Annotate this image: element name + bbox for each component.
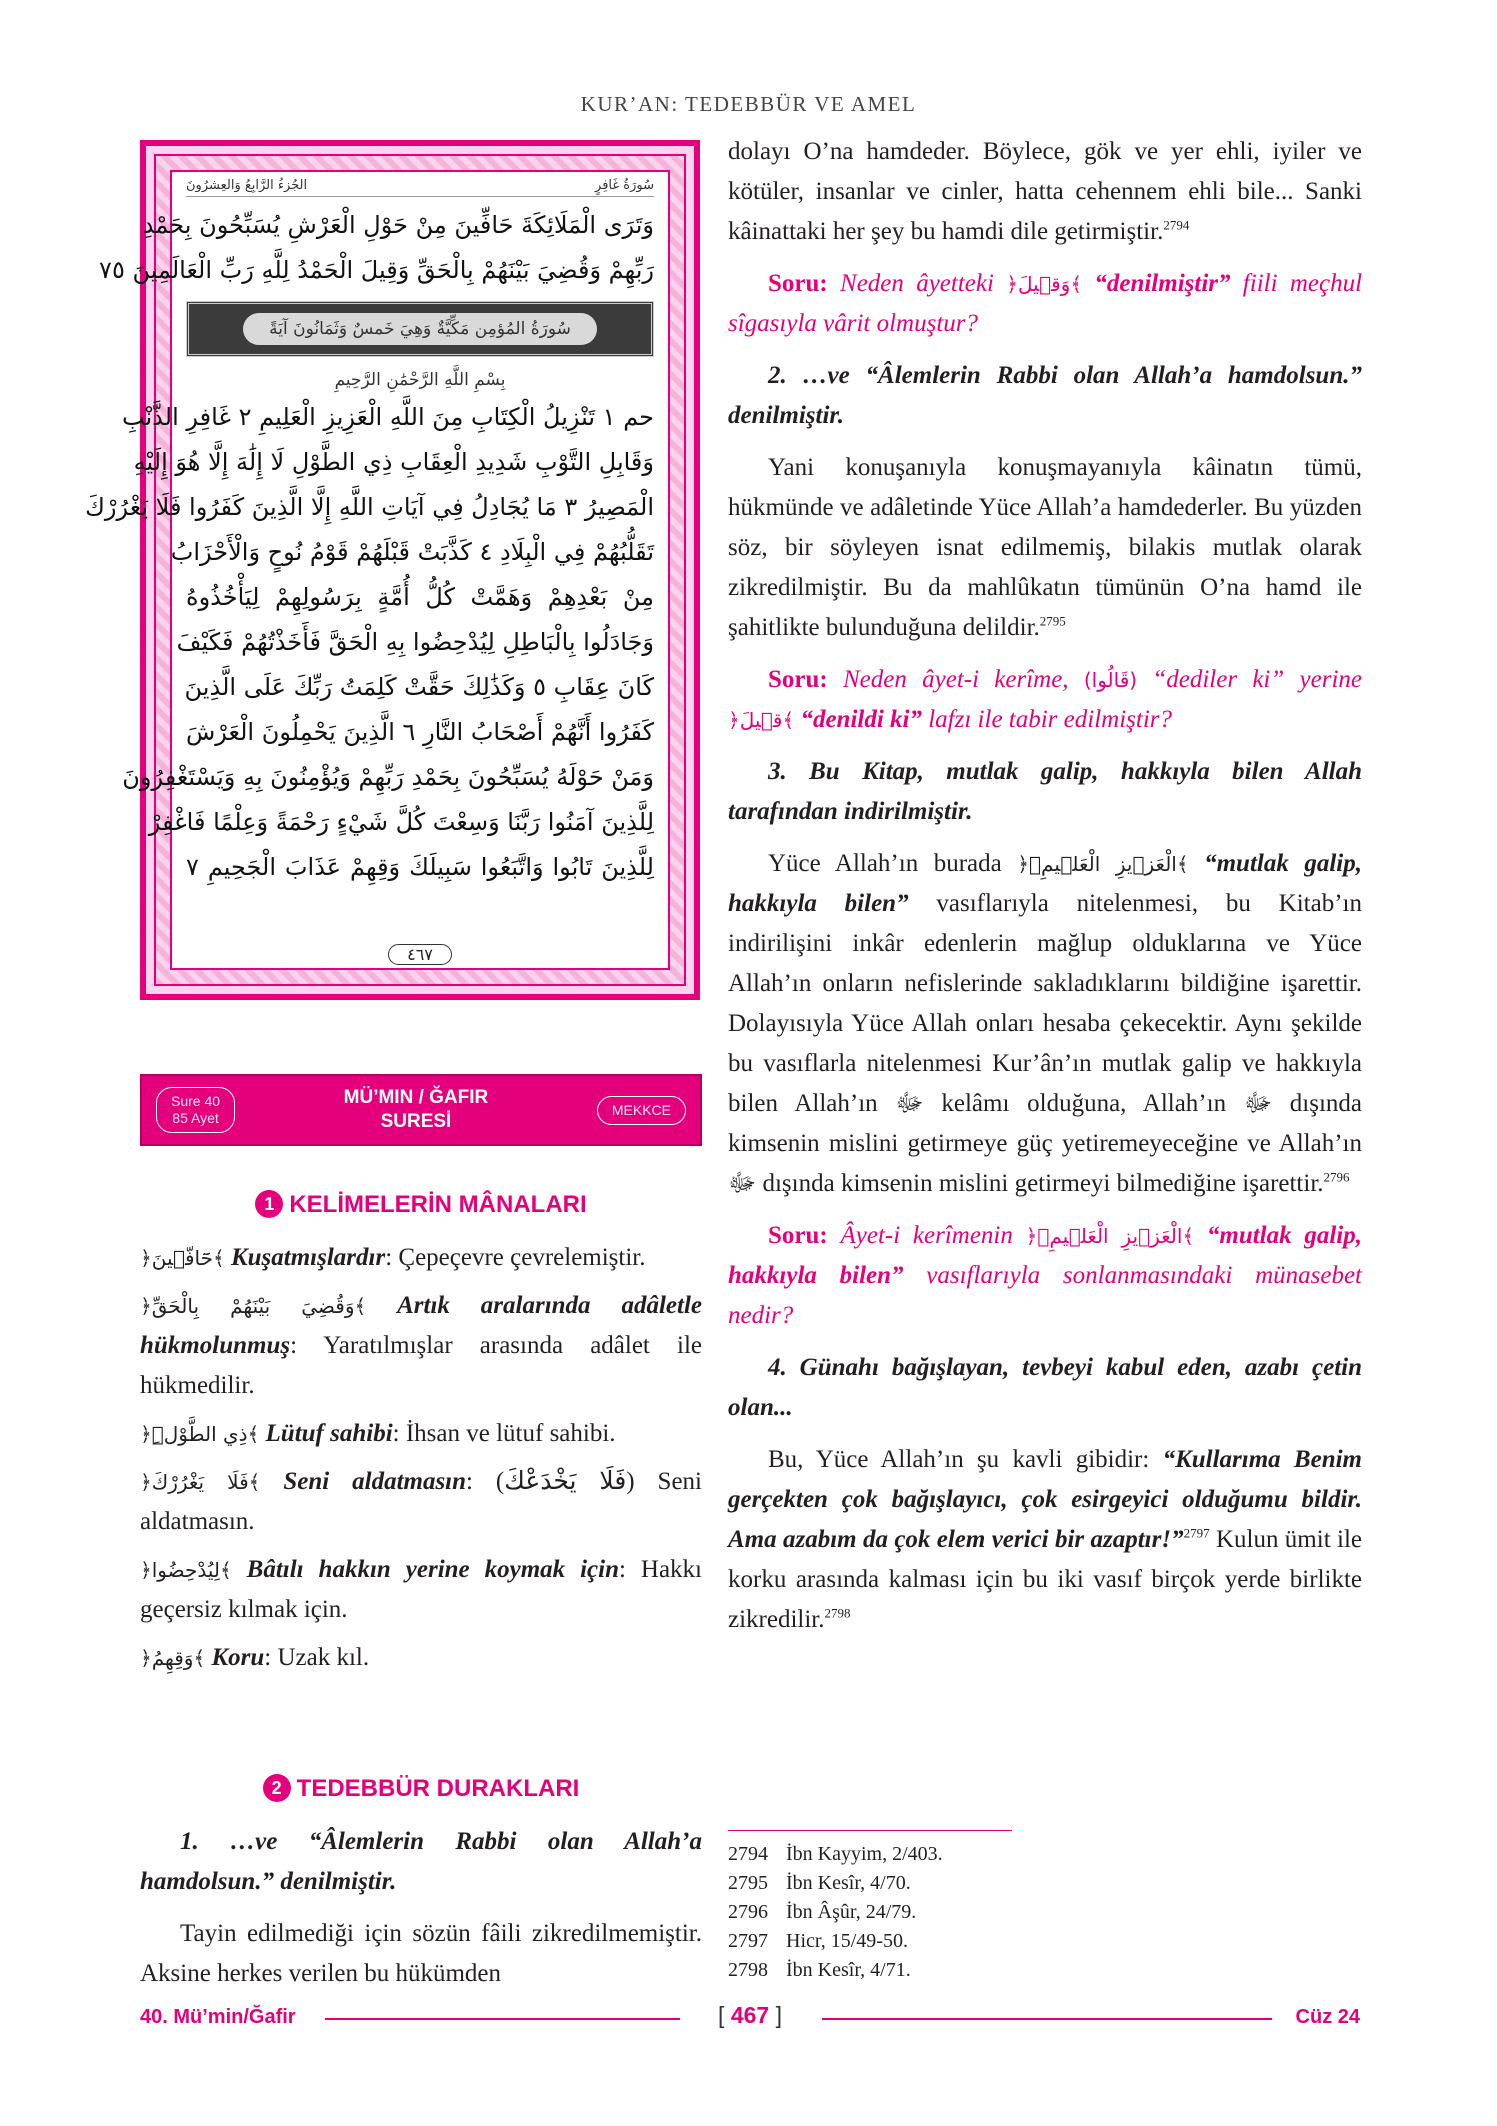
vocab-arabic: ﴿لِيُدْحِضُوا﴾ <box>140 1558 232 1582</box>
mushaf-line: وَقَابِلِ التَّوْبِ شَدِيدِ الْعِقَابِ ذِي الطَّوْلِ لَا إِلَٰهَ إِلَّا هُوَ إِلَيْهِ <box>133 448 654 476</box>
mushaf-line: لِلَّذِينَ آمَنُوا رَبَّنَا وَسِعْتَ كُلَّ شَيْءٍ رَحْمَةً وَعِلْمًا فَاغْفِرْ <box>148 808 654 836</box>
paragraph-text: Kulun ümit ile korku arasında kalması için bu iki vasıf birçok yerde birlikte zikredilir. <box>728 1526 1362 1633</box>
vocab-term: Lütuf sahibi <box>265 1420 393 1447</box>
section-number-badge: 1 <box>255 1190 283 1218</box>
sure-name <box>344 1086 489 1134</box>
vocab-definition: : İhsan ve lütuf sahibi. <box>392 1420 616 1447</box>
vocab-term: Artık aralarında adâletle hükmolunmuş <box>140 1292 702 1359</box>
vocab-arabic: ﴿ذِي الطَّوْلِۜ﴾ <box>140 1422 260 1446</box>
bracket-right: ] <box>775 2002 782 2028</box>
vocab-arabic: ﴿وَقُضِيَ بَيْنَهُمْ بِالْحَقِّ﴾ <box>140 1294 367 1318</box>
quote-text: “Kullarıma Benim gerçekten çok bağışlayıcı, çok esirgeyici olduğumu bildir. Ama azabım da çok elem verici bir azaptır!” <box>728 1446 1362 1553</box>
sure-name-line2: SURESİ <box>380 1111 452 1132</box>
vocab-arabic: ﴿حَٓافّ۪ينَ﴾ <box>140 1246 225 1270</box>
durak-paragraph: Tayin edilmediği için sözün fâili zikredilmemiştir. Aksine herkes verilen bu hükümden <box>140 1920 702 1987</box>
question-arabic: ﴿ق۪يلَ﴾ <box>728 708 795 732</box>
footer-rule-right <box>822 2018 1272 2020</box>
section-heading-tedebbur <box>140 1774 702 1803</box>
footnote <box>728 1840 943 1869</box>
vocab-item <box>140 1462 702 1542</box>
mushaf-line: تَقَلُّبُهُمْ فِي الْبِلَادِ ٤ كَذَّبَتْ قَبْلَهُمْ قَوْمُ نُوحٍ وَالْأَحْزَابُ <box>170 538 654 566</box>
question <box>728 264 1362 344</box>
question-arabic: ﴿الْعَز۪يزِ الْعَل۪يمِۙ﴾ <box>1025 1224 1195 1248</box>
mushaf-header <box>186 178 654 197</box>
footer-sura-name: 40. Mü’min/Ğafir <box>140 2006 296 2028</box>
mushaf-juz-name: الجُزءُ الرَّابِعُ وَالعِشرُونَ <box>186 178 308 193</box>
question-text: lafzı ile tabir edilmiştir? <box>928 706 1172 733</box>
paragraph-text: vasıflarıyla nitelenmesi, bu Kitab’ın indirilişini inkâr edenlerin mağlup olduklarına ve Yüce Allah’ın onların nefislerinde sakladıklarını bildiğine işarettir. Dolayısıyla Yüce Allah onları hesaba çekecektir. Aynı şekilde bu vasıflarla nitelenmesi Kur’ân’ın mutlak galip ve hakkıyla bilen Allah’ın ﷻ kelâmı olduğuna, Allah’ın ﷻ dışında kimsenin mislini getirmeye güç yetiremeyeceğine ve Allah’ın ﷻ dışında kimsenin mislini getirmeyi bilmediğine işarettir. <box>728 890 1362 1197</box>
vocab-item <box>140 1638 702 1678</box>
mushaf-line: الْمَصِيرُ ٣ مَا يُجَادِلُ فِي آيَاتِ اللَّهِ إِلَّا الَّذِينَ كَفَرُوا فَلَا يَغْرُرْكَ <box>85 493 654 521</box>
footnote-number: 2794 <box>728 1843 768 1865</box>
question-text: vasıflarıyla sonlanmasındaki münasebet nedir? <box>728 1262 1363 1329</box>
durak-heading: 4. Günahı bağışlayan, tevbeyi kabul eden, azabı çetin olan... <box>728 1354 1362 1421</box>
sure-number: Sure 40 <box>171 1093 221 1109</box>
sura-title-banner <box>186 301 654 357</box>
mushaf-line: لِلَّذِينَ تَابُوا وَاتَّبَعُوا سَبِيلَكَ وَقِهِمْ عَذَابَ الْجَحِيمِ ٧ <box>186 853 654 881</box>
ayet-count: 85 Ayet <box>172 1110 219 1126</box>
mushaf-line: رَبِّهِمْ وَقُضِيَ بَيْنَهُمْ بِالْحَقِّ وَقِيلَ الْحَمْدُ لِلَّهِ رَبِّ الْعَالَمِينَ ٧٥ <box>99 256 654 284</box>
paragraph-emphasis: “mutlak galip, hakkıyla bilen” <box>728 850 1362 917</box>
question-label: Soru: <box>768 270 828 297</box>
vocab-item <box>140 1238 702 1278</box>
footnote-ref: 2794 <box>1163 217 1190 233</box>
footer-juz: Cüz 24 <box>1295 2006 1360 2028</box>
mushaf-page-number-text: ٤٦٧ <box>388 944 452 965</box>
paragraph <box>728 844 1362 1204</box>
sure-name-line1: MÜ’MIN / ĞAFIR <box>343 1087 489 1108</box>
revelation-place-badge: MEKKCE <box>597 1096 686 1125</box>
paragraph-text: Yüce Allah’ın burada <box>768 850 1002 877</box>
page-footer <box>140 2002 1360 2032</box>
question <box>728 660 1362 740</box>
mushaf-page-image <box>85 140 700 1000</box>
question-emphasis: “mutlak galip, hakkıyla bilen” <box>728 1222 1362 1289</box>
question-text: Âyet-i kerîmenin <box>840 1222 1013 1249</box>
mushaf-line: كَفَرُوا أَنَّهُمْ أَصْحَابُ النَّارِ ٦ الَّذِينَ يَحْمِلُونَ الْعَرْشَ <box>186 718 654 746</box>
vocab-term: Seni aldatmasın <box>283 1468 467 1495</box>
mushaf-page-number <box>172 945 668 964</box>
footer-page-number <box>140 2002 1360 2029</box>
vocab-list <box>140 1238 702 1686</box>
left-durak <box>140 1822 702 2006</box>
footnote-text: İbn Kesîr, 4/70. <box>786 1872 911 1894</box>
footnote-ref: 2797 <box>1183 1525 1210 1541</box>
section-number-badge: 2 <box>263 1774 291 1802</box>
mushaf-text-area <box>85 170 670 970</box>
vocab-definition: : Uzak kıl. <box>264 1644 370 1671</box>
durak-heading: 3. Bu Kitap, mutlak galip, hakkıyla bilen Allah tarafından indirilmiştir. <box>728 758 1362 825</box>
footnote-text: İbn Kayyim, 2/403. <box>786 1843 943 1865</box>
question-arabic: (قَالُوا) <box>1083 668 1138 692</box>
vocab-item <box>140 1550 702 1630</box>
sure-count-badge <box>156 1087 235 1133</box>
section-title: KELİMELERİN MÂNALARI <box>289 1191 587 1218</box>
vocab-definition: : (فَلَا يَخْدَعْكَ) Seni aldatmasın. <box>140 1468 702 1535</box>
footnote-text: Hicr, 15/49-50. <box>786 1930 908 1952</box>
mushaf-line: وَتَرَى الْمَلَائِكَةَ حَافِّينَ مِنْ حَوْلِ الْعَرْشِ يُسَبِّحُونَ بِحَمْدِ <box>142 211 654 239</box>
section-title: TEDEBBÜR DURAKLARI <box>296 1775 580 1802</box>
question-text: Neden âyet-i kerîme, <box>843 666 1069 693</box>
section-heading-kelimeler <box>140 1190 702 1219</box>
mushaf-line: حم ١ تَنْزِيلُ الْكِتَابِ مِنَ اللَّهِ الْعَزِيزِ الْعَلِيمِ ٢ غَافِرِ الذَّنْبِ <box>121 403 654 431</box>
vocab-item <box>140 1286 702 1406</box>
sure-info-box <box>140 1074 702 1146</box>
vocab-definition: : Yaratılmışlar arasında adâlet ile hükmedilir. <box>140 1332 702 1399</box>
paragraph <box>728 448 1362 648</box>
paragraph-text: Yani konuşanıyla konuşmayanıyla kâinatın tümü, hükmünde ve adâletinde Yüce Allah’a hamdederler. Bu yüzden söz, bir söyleyen isnat edilmemiş, bilakis mutlak olarak zikredilmiştir. Bu da mahlûkatın tümünün O’na hamd ile şahitlikte bulunduğuna delildir. <box>728 454 1362 641</box>
footnote <box>728 1927 943 1956</box>
mushaf-ornamental-border <box>85 154 686 986</box>
footnote <box>728 1898 943 1927</box>
footnote-ref: 2798 <box>824 1605 851 1621</box>
durak-heading: 2. …ve “Âlemlerin Rabbi olan Allah’a hamdolsun.” denilmiştir. <box>728 362 1362 429</box>
paragraph-text: Bu, Yüce Allah’ın şu kavli gibidir: <box>768 1446 1150 1473</box>
footnote-number: 2798 <box>728 1959 768 1981</box>
question-label: Soru: <box>768 666 828 693</box>
sura-title-text: سُورَةُ المُؤمِن مَكِّيَّةٌ وَهِيَ خَمسٌ وَثَمَانُونَ آيَةً <box>243 313 597 345</box>
question-text: fiili meçhul sîgasıyla vârit olmuştur? <box>728 270 1363 337</box>
footnotes <box>728 1840 943 1985</box>
right-column <box>728 132 1362 1652</box>
vocab-term: Bâtılı hakkın yerine koymak için <box>246 1556 619 1583</box>
footnote-ref: 2795 <box>1039 613 1066 629</box>
question-text: “dediler ki” yerine <box>1152 666 1363 693</box>
vocab-definition: : Çepeçevre çevrelemiştir. <box>385 1244 646 1271</box>
vocab-definition: : Hakkı geçersiz kılmak için. <box>140 1556 703 1623</box>
footnote-ref: 2796 <box>1323 1169 1350 1185</box>
footnote-number: 2795 <box>728 1872 768 1894</box>
footnote <box>728 1869 943 1898</box>
question-arabic: ﴿وَق۪يلَ﴾ <box>1006 272 1083 296</box>
question-emphasis: “denildi ki” <box>800 706 922 733</box>
page-number: 467 <box>730 2002 770 2028</box>
mushaf-line: وَمَنْ حَوْلَهُ يُسَبِّحُونَ بِحَمْدِ رَبِّهِمْ وَيُؤْمِنُونَ بِهِ وَيَسْتَغْفِرُونَ <box>122 763 654 791</box>
vocab-term: Koru <box>211 1644 265 1671</box>
question <box>728 1216 1362 1336</box>
paragraph <box>728 132 1362 252</box>
vocab-arabic: ﴿فَلَا يَغْرُرْكَ﴾ <box>140 1470 261 1494</box>
mushaf-line: وَجَادَلُوا بِالْبَاطِلِ لِيُدْحِضُوا بِهِ الْحَقَّ فَأَخَذْتُهُمْ فَكَيْفَ <box>176 628 654 656</box>
mushaf-sura-name: سُورَةُ غَافِرٍ <box>595 178 654 193</box>
mushaf-line: مِنْ بَعْدِهِمْ وَهَمَّتْ كُلُّ أُمَّةٍ بِرَسُولِهِمْ لِيَأْخُذُوهُ <box>186 583 654 611</box>
vocab-item <box>140 1414 702 1454</box>
durak-heading: 1. …ve “Âlemlerin Rabbi olan Allah’a hamdolsun.” denilmiştir. <box>140 1828 702 1895</box>
footnote-text: İbn Âşûr, 24/79. <box>786 1901 917 1923</box>
bracket-left: [ <box>718 2002 725 2028</box>
paragraph-text: dolayı O’na hamdeder. Böylece, gök ve yer ehli, iyiler ve kötüler, insanlar ve cinler, hatta cehennem ehli bile... Sanki kâinattaki her şey bu hamdi dile getirmiştir. <box>728 138 1362 245</box>
basmala: بِسْمِ اللَّهِ الرَّحْمَٰنِ الرَّحِيمِ <box>334 370 506 390</box>
footnote-text: İbn Kesîr, 4/71. <box>786 1959 911 1981</box>
paragraph-arabic: ﴿الْعَز۪يزِ الْعَل۪يمِۙ﴾ <box>1017 852 1189 876</box>
footnote <box>728 1956 943 1985</box>
question-emphasis: “denilmiştir” <box>1094 270 1231 297</box>
paragraph <box>728 1440 1362 1640</box>
footnote-divider <box>728 1830 1012 1831</box>
footnote-number: 2796 <box>728 1901 768 1923</box>
footnote-number: 2797 <box>728 1930 768 1952</box>
question-label: Soru: <box>768 1222 828 1249</box>
question-text: Neden âyetteki <box>840 270 994 297</box>
vocab-term: Kuşatmışlardır <box>230 1244 386 1271</box>
running-head: KUR’AN: TEDEBBÜR VE AMEL <box>580 92 917 116</box>
mushaf-line: كَانَ عِقَابِ ٥ وَكَذَٰلِكَ حَقَّتْ كَلِمَتُ رَبِّكَ عَلَى الَّذِينَ <box>184 673 654 701</box>
vocab-arabic: ﴿وَقِهِمُ﴾ <box>140 1646 206 1670</box>
